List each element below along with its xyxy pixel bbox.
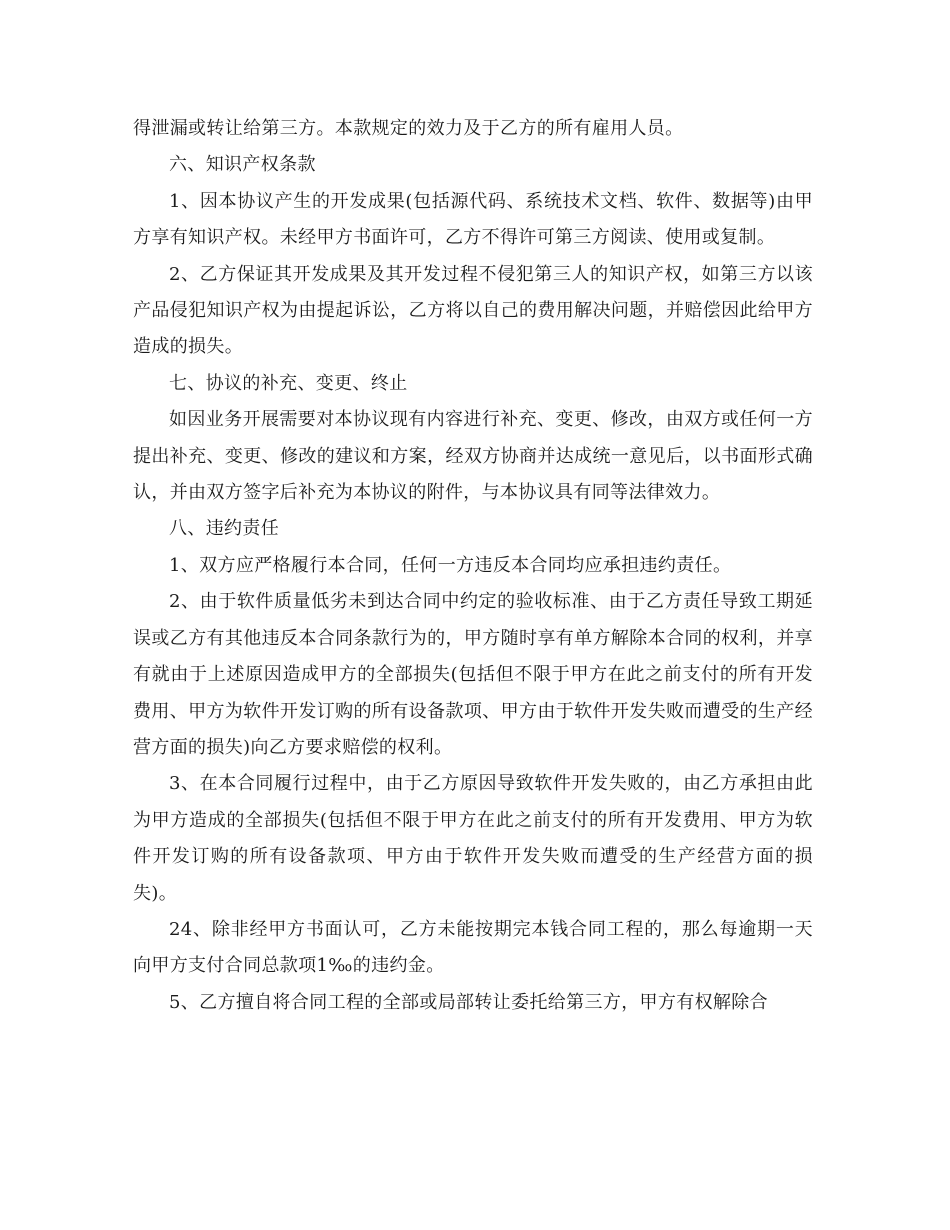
paragraph-continuation: 得泄漏或转让给第三方。本款规定的效力及于乙方的所有雇用人员。 [133,118,684,139]
section-heading-amendment: 七、协议的补充、变更、终止 [169,372,408,394]
clause-liability-2: 2、由于软件质量低劣未到达合同中约定的验收标准、由于乙方责任导致工期延误或乙方有其他违反本合同条款行为的，甲方随时享有单方解除本合同的权利，并享有就由于上述原因造成甲方的全部损失(包括但不限于甲方在此之前支付的所有开发费用、甲方为软件开发订购的所有设备款项、甲方由于软件开发失败而遭受的生产经营方面的损失)向乙方要求赔偿的权利。 [133,591,813,758]
clause-ip-2: 2、乙方保证其开发成果及其开发过程不侵犯第三人的知识产权，如第三方以该产品侵犯知识产权为由提起诉讼，乙方将以自己的费用解决问题，并赔偿因此给甲方造成的损失。 [133,263,813,358]
clause-liability-1: 1、双方应严格履行本合同，任何一方违反本合同均应承担违约责任。 [169,554,732,576]
section-heading-liability: 八、违约责任 [169,518,280,540]
clause-liability-4: 24、除非经甲方书面认可，乙方未能按期完本钱合同工程的，那么每逾期一天向甲方支付合同总款项1‰的违约金。 [133,918,813,977]
clause-liability-5: 5、乙方擅自将合同工程的全部或局部转让委托给第三方，甲方有权解除合 [169,991,768,1013]
document-body [133,111,813,1021]
clause-amendment: 如因业务开展需要对本协议现有内容进行补充、变更、修改，由双方或任何一方提出补充、变更、修改的建议和方案，经双方协商并达成统一意见后，以书面形式确认，并由双方签字后补充为本协议的附件，与本协议具有同等法律效力。 [133,409,813,504]
clause-liability-3: 3、在本合同履行过程中，由于乙方原因导致软件开发失败的，由乙方承担由此为甲方造成的全部损失(包括但不限于甲方在此之前支付的所有开发费用、甲方为软件开发订购的所有设备款项、甲方由于软件开发失败而遭受的生产经营方面的损失)。 [133,773,813,904]
clause-ip-1: 1、因本协议产生的开发成果(包括源代码、系统技术文档、软件、数据等)由甲方享有知识产权。未经甲方书面许可，乙方不得许可第三方阅读、使用或复制。 [133,190,813,249]
section-heading-ip: 六、知识产权条款 [169,154,316,176]
